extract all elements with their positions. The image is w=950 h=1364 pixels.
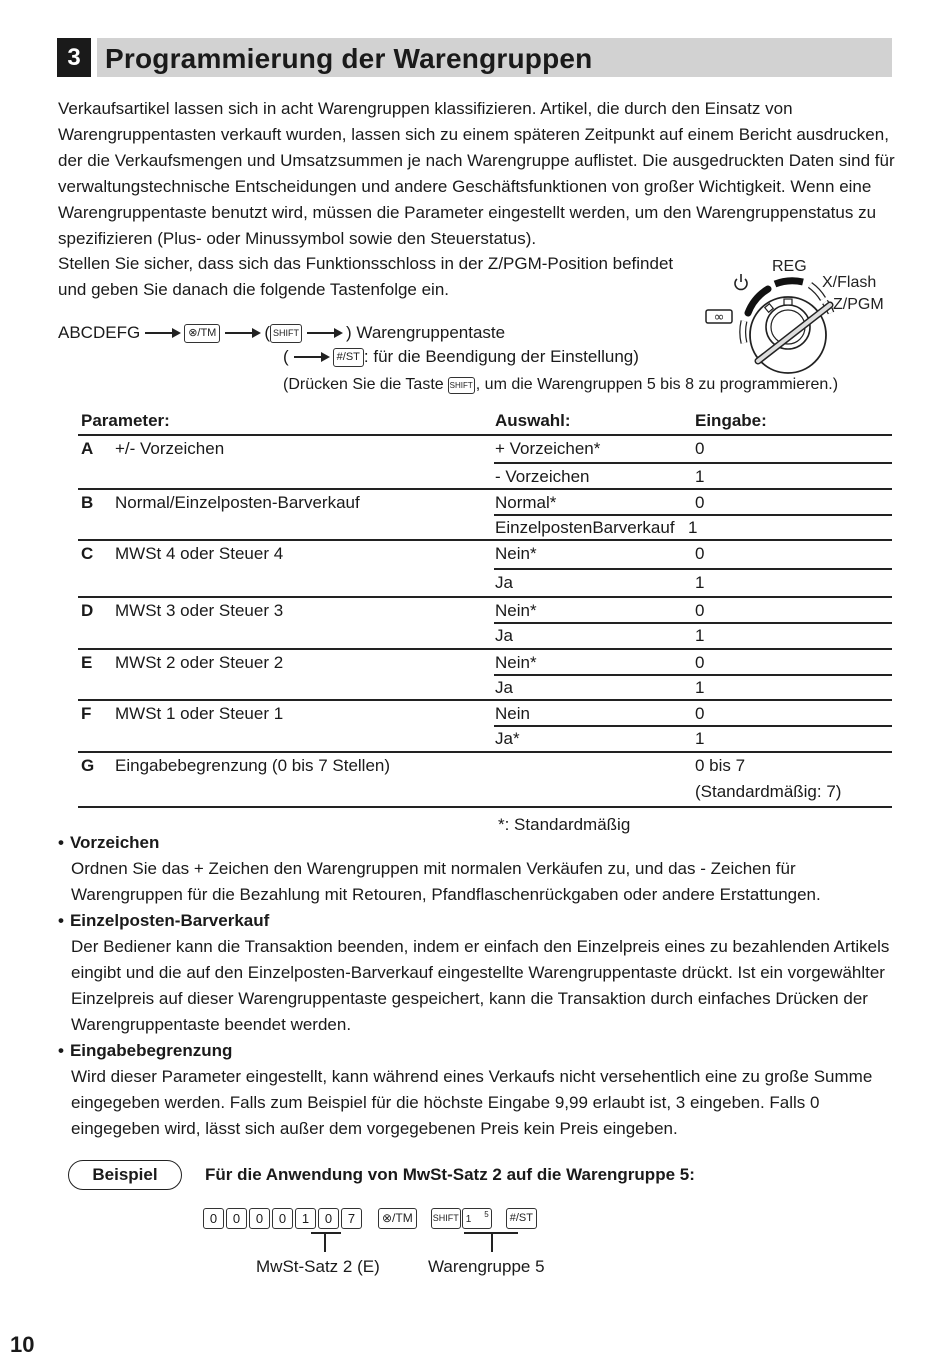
bullet-title: • Eingabebegrenzung [58,1038,898,1064]
header-selection: Auswahl: [495,411,571,430]
key-dept [462,1208,492,1229]
digit-key: 1 [295,1208,316,1229]
row-value: 1 [695,626,705,645]
header-input: Eingabe: [695,411,767,430]
digit-key: 0 [249,1208,270,1229]
row-selection: Ja [495,573,513,592]
note-prefix: (Drücken Sie die Taste [283,376,444,393]
mode-key-dial-icon [700,255,900,380]
row-letter: E [81,653,93,672]
label-department: Warengruppe 5 [428,1257,545,1276]
svg-text:∞: ∞ [713,310,725,325]
svg-text:X/Flash: X/Flash [822,274,877,291]
bullet-body: Ordnen Sie das + Zeichen den Warengruppen mit normalen Verkäufen zu, und das - Zeichen für Warengruppen für die Bezahlung mit Retouren, Pfandflaschenrückgaben oder andere Erstattungen. [71,859,821,904]
row-selection: - Vorzeichen [495,467,590,486]
bullet-item [58,1038,898,1142]
row-value: 1 [695,729,705,748]
table-row [78,701,892,753]
row-selection: Normal* [495,493,557,512]
row-letter: G [81,756,95,775]
section-number: 3 [57,38,91,77]
row-value: 0 bis 7 [695,756,746,775]
dept-key-number: 1 [465,1214,472,1225]
key-tm: ⊗/TM [378,1208,417,1229]
shift-note [283,373,838,397]
table-row [78,490,892,541]
row-parameter: Eingabebegrenzung (0 bis 7 Stellen) [115,756,391,775]
bullet-item [58,830,898,908]
key-shift: SHIFT [270,324,302,343]
intro-paragraph: Verkaufsartikel lassen sich in acht Warengruppen klassifizieren. Artikel, die durch den Einsatz von Warengruppentasten verkauft wurden, lassen sich zu einem späteren Zeitpunkt auf einem Bericht ausdrucken, der die Verkaufsmengen und Umsatzsummen je nach Warengruppe auflistet. Die ausgedruckten Daten sind für verwaltungstechnische Entscheidungen und andere Geschäftsfunktionen von großer Wichtigkeit. Wenn eine Warengruppentaste benutzt wird, müssen die Parameter eingestellt werden, um den Warengruppenstatus zu spezifizieren (Plus- oder Minussymbol sowie den Steuerstatus). [58,99,895,248]
row-value: 0 [695,601,705,620]
bullet-title: • Einzelposten-Barverkauf [58,908,898,934]
example-badge: Beispiel [68,1160,182,1190]
table-header [78,408,892,436]
svg-text:REG: REG [772,258,807,275]
row-value: 1 [695,678,705,697]
row-value: 0 [695,653,705,672]
table-row [78,541,892,598]
paren-open: ( [283,347,289,366]
note-suffix: , um die Warengruppen 5 bis 8 zu programmieren.) [475,376,839,393]
row-selection: Nein [495,704,530,723]
row-value: 0 [695,544,705,563]
row-letter: B [81,493,94,512]
example-key-sequence [203,1208,537,1229]
digit-key: 0 [226,1208,247,1229]
row-letter: D [81,601,94,620]
row-divider [494,674,892,676]
table-row [78,650,892,701]
label-tax-rate: MwSt-Satz 2 (E) [256,1257,380,1276]
dept-key-text: ) Warengruppentaste [346,323,506,342]
bullet-body: Der Bediener kann die Transaktion beenden, indem er einfach den Einzelpreis eines zu bezahlenden Artikels eingibt und die auf den Einzelposten-Barverkauf eingestellte Warengruppentaste drückt. Ist ein vorgewählter Einzelpreis auf dieser Warengruppentaste gespeichert, kann die Transaktion durch einfaches Drücken der Warengruppentaste beendet werden. [71,937,890,1034]
row-divider [494,622,892,624]
digit-key: 0 [318,1208,339,1229]
instruction-text: Stellen Sie sicher, dass sich das Funktionsschloss in der Z/PGM-Position befindet und geben Sie danach die folgende Tastenfolge ein. [58,254,674,299]
row-divider [494,568,892,570]
page-number: 10 [10,1332,35,1357]
row-divider [494,725,892,727]
explanations [58,830,898,1142]
arrow-right-icon [307,332,341,334]
page-title: Programmierung der Warengruppen [105,43,593,74]
bullet-title: • Vorzeichen [58,830,898,856]
sequence-start: ABCDEFG [58,323,141,342]
key-sequence [58,321,505,345]
arrow-right-icon [294,356,328,358]
table-row [78,436,892,490]
table-footnote: *: Standardmäßig [498,815,631,834]
row-selection: Nein* [495,653,537,672]
digit-key: 0 [272,1208,293,1229]
row-parameter: Normal/Einzelposten-Barverkauf [115,493,360,512]
row-parameter: +/- Vorzeichen [115,439,225,458]
callout-line [491,1232,493,1252]
mode-switch-diagram [700,255,900,380]
key-tm: ⊗/TM [184,324,220,343]
row-parameter: MWSt 2 oder Steuer 2 [115,653,284,672]
arrow-right-icon [145,332,179,334]
row-letter: F [81,704,92,723]
row-value: 0 [695,439,705,458]
row-parameter: MWSt 3 oder Steuer 3 [115,601,284,620]
row-selection: Nein* [495,544,537,563]
row-value: 0 [695,704,705,723]
row-selection: Ja [495,626,513,645]
finish-text: : für die Beendigung der Einstellung) [363,347,639,366]
bullet-body: Wird dieser Parameter eingestellt, kann während eines Verkaufs nicht versehentlich eine zu große Summe eingegeben werden. Falls zum Beispiel für die höchste Eingabe 9,99 erlaubt ist, 3 eingeben. Falls 0 eingegeben wird, lässt sich außer dem vorgegebenen Preis kein Preis eingeben. [71,1067,873,1138]
row-selection: Ja* [495,729,520,748]
digit-key: 7 [341,1208,362,1229]
row-selection: EinzelpostenBarverkauf [495,518,675,537]
parameter-table [78,408,892,840]
row-value: 0 [695,493,705,512]
svg-text:Z/PGM: Z/PGM [833,296,884,313]
key-st: #/ST [333,348,364,367]
intro-text [58,96,898,252]
bullet-item [58,908,898,1038]
row-value: 1 [695,573,705,592]
key-shift: SHIFT [431,1208,461,1229]
key-st: #/ST [506,1208,537,1229]
callout-line [324,1232,326,1252]
callout-line [311,1232,341,1234]
row-parameter: MWSt 1 oder Steuer 1 [115,704,284,723]
row-letter: C [81,544,94,563]
paren-open: ( [264,323,271,342]
header-parameter: Parameter: [81,411,170,430]
dept-key-super: 5 [484,1210,489,1219]
row-value: 1 [688,518,698,537]
key-sequence-finish [283,345,639,369]
example-title: Für die Anwendung von MwSt-Satz 2 auf die Warengruppe 5: [205,1165,695,1184]
digit-key: 0 [203,1208,224,1229]
key-shift: SHIFT [448,377,475,394]
row-parameter: MWSt 4 oder Steuer 4 [115,544,284,563]
arrow-right-icon [225,332,259,334]
row-selection: Nein* [495,601,537,620]
row-selection: + Vorzeichen* [495,439,601,458]
power-icon [735,274,747,289]
row-value: 1 [695,467,705,486]
row-letter: A [81,439,94,458]
table-row [78,753,892,808]
table-row [78,598,892,650]
row-selection: Ja [495,678,513,697]
row-value-default: (Standardmäßig: 7) [695,782,842,801]
